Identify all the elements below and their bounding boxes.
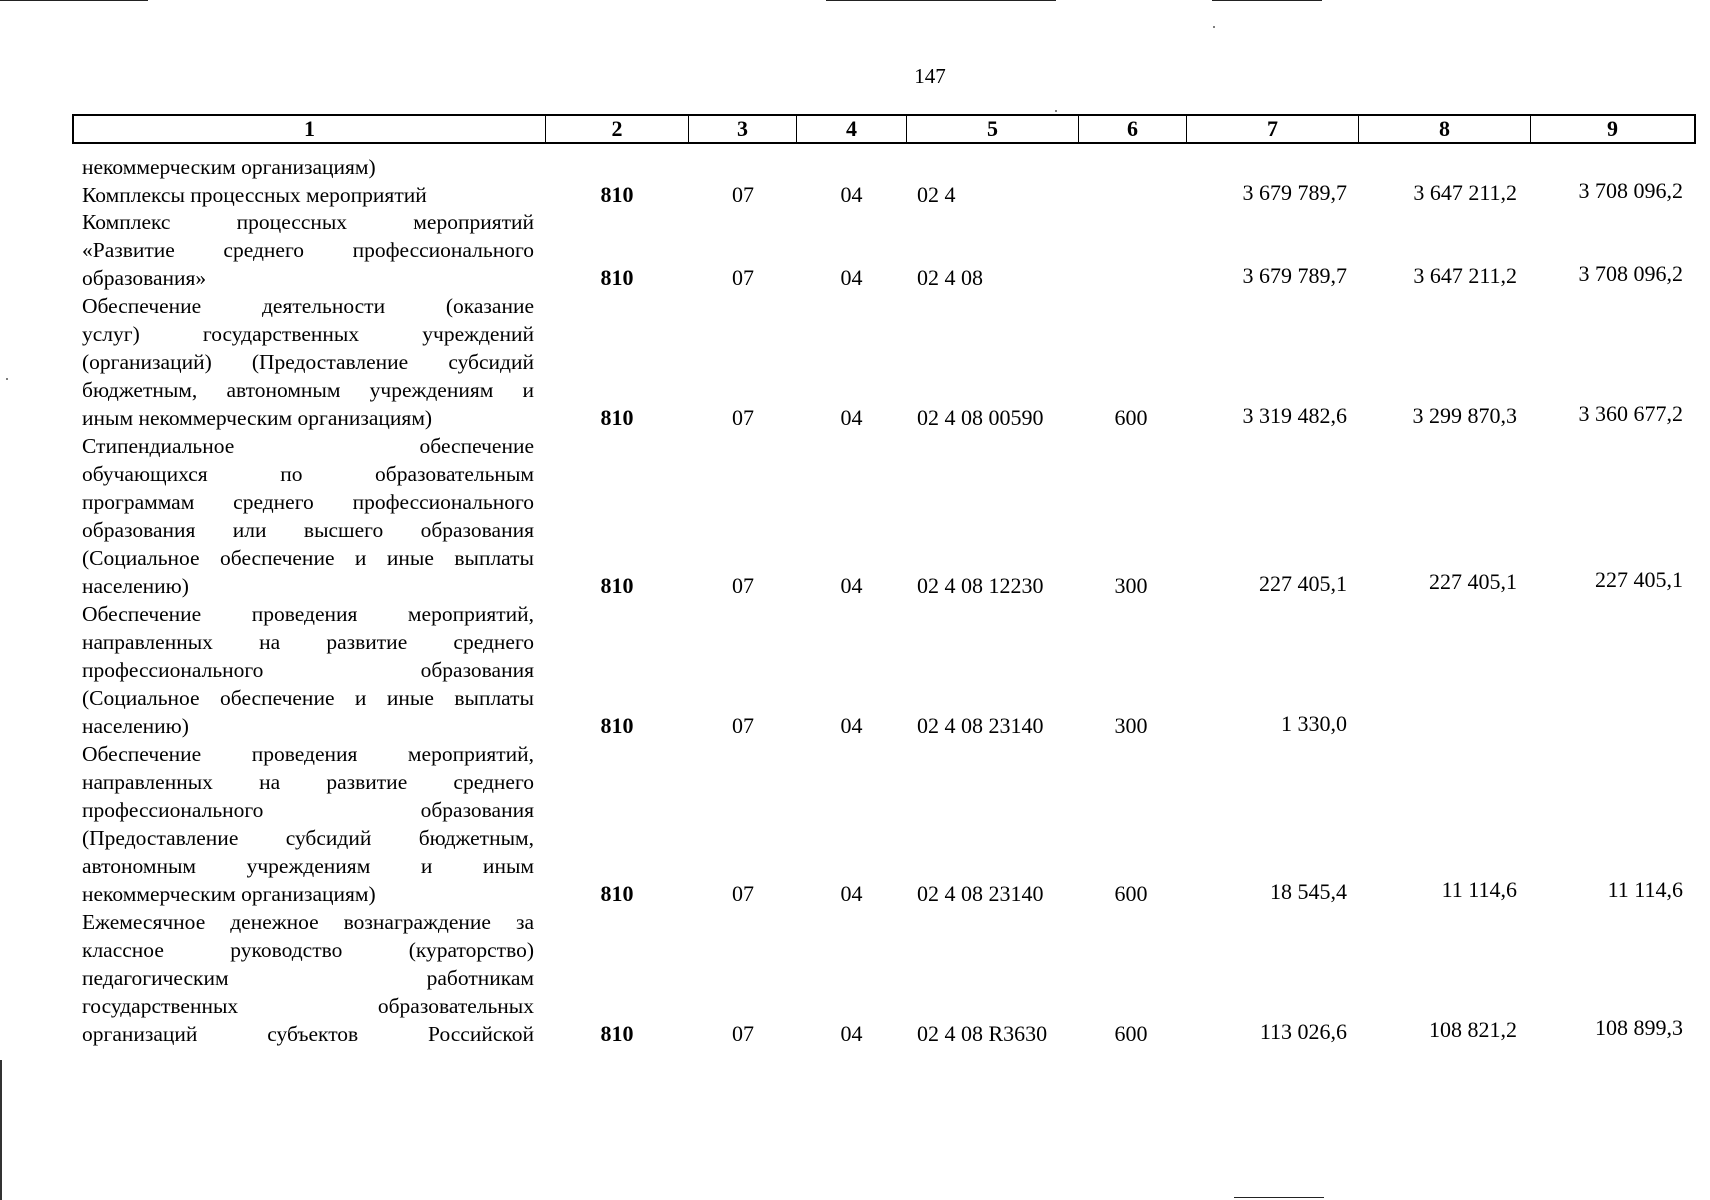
cell-expense-type: 600 bbox=[1114, 881, 1148, 906]
description-line: направленных на развитие среднего bbox=[82, 630, 534, 654]
cell-section: 07 bbox=[732, 182, 754, 207]
cell-amount-col8: 3 647 211,2 bbox=[1413, 263, 1517, 288]
column-header-table bbox=[72, 114, 1696, 144]
page-number: 147 bbox=[914, 64, 946, 88]
cell-amount-col7: 1 330,0 bbox=[1281, 711, 1347, 736]
cell-expense-type: 600 bbox=[1114, 405, 1148, 430]
cell-amount-col9: 3 708 096,2 bbox=[1578, 178, 1683, 203]
cell-subsection: 04 bbox=[840, 265, 863, 290]
cell-amount-col8: 227 405,1 bbox=[1429, 569, 1517, 594]
description-line: населению) bbox=[82, 714, 189, 738]
cell-subsection: 04 bbox=[840, 1021, 863, 1046]
description-line: «Развитие среднего профессионального bbox=[82, 238, 534, 262]
cell-admin-code: 810 bbox=[600, 182, 634, 207]
column-header-9: 9 bbox=[1531, 115, 1696, 143]
description-line: населению) bbox=[82, 574, 189, 598]
description-line: (Социальное обеспечение и иные выплаты bbox=[82, 546, 534, 570]
cell-amount-col7: 18 545,4 bbox=[1270, 879, 1347, 904]
description-line: (Социальное обеспечение и иные выплаты bbox=[82, 686, 534, 710]
cell-expense-type: 600 bbox=[1114, 1021, 1148, 1046]
column-header-7: 7 bbox=[1187, 115, 1359, 143]
cell-subsection: 04 bbox=[840, 713, 863, 738]
column-header-3: 3 bbox=[689, 115, 797, 143]
scan-edge bbox=[0, 1060, 2, 1200]
scan-artifact-line bbox=[0, 0, 148, 1]
column-header-1: 1 bbox=[73, 115, 546, 143]
description-line: образования» bbox=[82, 266, 207, 290]
cell-amount-col7: 227 405,1 bbox=[1259, 571, 1347, 596]
cell-admin-code: 810 bbox=[600, 881, 634, 906]
row-description bbox=[82, 908, 534, 1048]
scan-speck bbox=[1213, 26, 1215, 28]
cell-subsection: 04 bbox=[840, 573, 863, 598]
cell-section: 07 bbox=[732, 405, 754, 430]
cell-amount-col7: 3 319 482,6 bbox=[1242, 403, 1347, 428]
description-line: профессионального образования bbox=[82, 658, 534, 682]
cell-amount-col8: 108 821,2 bbox=[1429, 1017, 1517, 1042]
scan-speck bbox=[6, 378, 8, 380]
cell-amount-col8: 3 299 870,3 bbox=[1412, 403, 1517, 428]
row-description bbox=[82, 153, 534, 181]
cell-admin-code: 810 bbox=[600, 405, 634, 430]
cell-section: 07 bbox=[732, 881, 754, 906]
cell-amount-col9: 3 708 096,2 bbox=[1578, 261, 1683, 286]
column-header-2: 2 bbox=[546, 115, 689, 143]
row-description bbox=[82, 740, 534, 908]
description-line: профессионального образования bbox=[82, 798, 534, 822]
scan-speck bbox=[1055, 110, 1057, 112]
cell-amount-col9: 227 405,1 bbox=[1595, 567, 1683, 592]
description-line: некоммерческим организациям) bbox=[82, 155, 376, 179]
cell-subsection: 04 bbox=[840, 405, 863, 430]
cell-target-article: 02 4 08 23140 bbox=[917, 713, 1044, 738]
description-line: бюджетным, автономным учреждениям и bbox=[82, 378, 534, 402]
description-line: Комплексы процессных мероприятий bbox=[82, 183, 427, 207]
description-line: Ежемесячное денежное вознаграждение за bbox=[82, 910, 534, 934]
cell-target-article: 02 4 08 23140 bbox=[917, 881, 1044, 906]
cell-amount-col9: 108 899,3 bbox=[1595, 1015, 1683, 1040]
description-line: обучающихся по образовательным bbox=[82, 462, 534, 486]
cell-section: 07 bbox=[732, 573, 754, 598]
cell-amount-col9: 3 360 677,2 bbox=[1578, 401, 1683, 426]
column-header-row bbox=[73, 115, 1695, 143]
cell-amount-col8: 3 647 211,2 bbox=[1413, 180, 1517, 205]
cell-section: 07 bbox=[732, 1021, 754, 1046]
row-description bbox=[82, 432, 534, 600]
cell-expense-type: 300 bbox=[1114, 713, 1148, 738]
description-line: (организаций) (Предоставление субсидий bbox=[82, 350, 534, 374]
description-line: (Предоставление субсидий бюджетным, bbox=[82, 826, 534, 850]
row-description bbox=[82, 600, 534, 740]
description-line: Комплекс процессных мероприятий bbox=[82, 210, 534, 234]
row-description bbox=[82, 208, 534, 292]
cell-target-article: 02 4 08 bbox=[917, 265, 983, 290]
cell-target-article: 02 4 08 00590 bbox=[917, 405, 1044, 430]
description-line: педагогическим работникам bbox=[82, 966, 534, 990]
row-description bbox=[82, 292, 534, 432]
cell-section: 07 bbox=[732, 265, 754, 290]
cell-subsection: 04 bbox=[840, 182, 863, 207]
cell-admin-code: 810 bbox=[600, 573, 634, 598]
description-line: государственных образовательных bbox=[82, 994, 534, 1018]
cell-amount-col7: 3 679 789,7 bbox=[1242, 263, 1347, 288]
cell-amount-col7: 113 026,6 bbox=[1259, 1019, 1347, 1044]
row-description bbox=[82, 181, 534, 209]
description-line: программам среднего профессионального bbox=[82, 490, 534, 514]
description-line: некоммерческим организациям) bbox=[82, 882, 376, 906]
scan-artifact-line bbox=[826, 0, 1056, 1]
cell-target-article: 02 4 08 R3630 bbox=[917, 1021, 1048, 1046]
description-line: услуг) государственных учреждений bbox=[82, 322, 534, 346]
column-header-6: 6 bbox=[1079, 115, 1187, 143]
column-header-4: 4 bbox=[797, 115, 907, 143]
description-line: Стипендиальное обеспечение bbox=[82, 434, 534, 458]
column-header-8: 8 bbox=[1359, 115, 1531, 143]
cell-amount-col9: 11 114,6 bbox=[1607, 877, 1683, 902]
scan-artifact-line bbox=[1212, 0, 1322, 1]
description-line: направленных на развитие среднего bbox=[82, 770, 534, 794]
cell-subsection: 04 bbox=[840, 881, 863, 906]
description-line: Обеспечение проведения мероприятий, bbox=[82, 742, 534, 766]
cell-amount-col8: 11 114,6 bbox=[1441, 877, 1517, 902]
cell-expense-type: 300 bbox=[1114, 573, 1148, 598]
cell-target-article: 02 4 bbox=[917, 182, 956, 207]
cell-amount-col7: 3 679 789,7 bbox=[1242, 180, 1347, 205]
cell-admin-code: 810 bbox=[600, 265, 634, 290]
description-line: Обеспечение проведения мероприятий, bbox=[82, 602, 534, 626]
description-line: Обеспечение деятельности (оказание bbox=[82, 294, 534, 318]
description-line: автономным учреждениям и иным bbox=[82, 854, 534, 878]
description-line: организаций субъектов Российской bbox=[82, 1022, 534, 1046]
description-line: иным некоммерческим организациям) bbox=[82, 406, 433, 430]
description-line: образования или высшего образования bbox=[82, 518, 534, 542]
cell-admin-code: 810 bbox=[600, 1021, 634, 1046]
description-line: классное руководство (кураторство) bbox=[82, 938, 534, 962]
cell-section: 07 bbox=[732, 713, 754, 738]
cell-admin-code: 810 bbox=[600, 713, 634, 738]
scan-artifact-line bbox=[1234, 1197, 1324, 1198]
column-header-5: 5 bbox=[907, 115, 1079, 143]
cell-target-article: 02 4 08 12230 bbox=[917, 573, 1044, 598]
